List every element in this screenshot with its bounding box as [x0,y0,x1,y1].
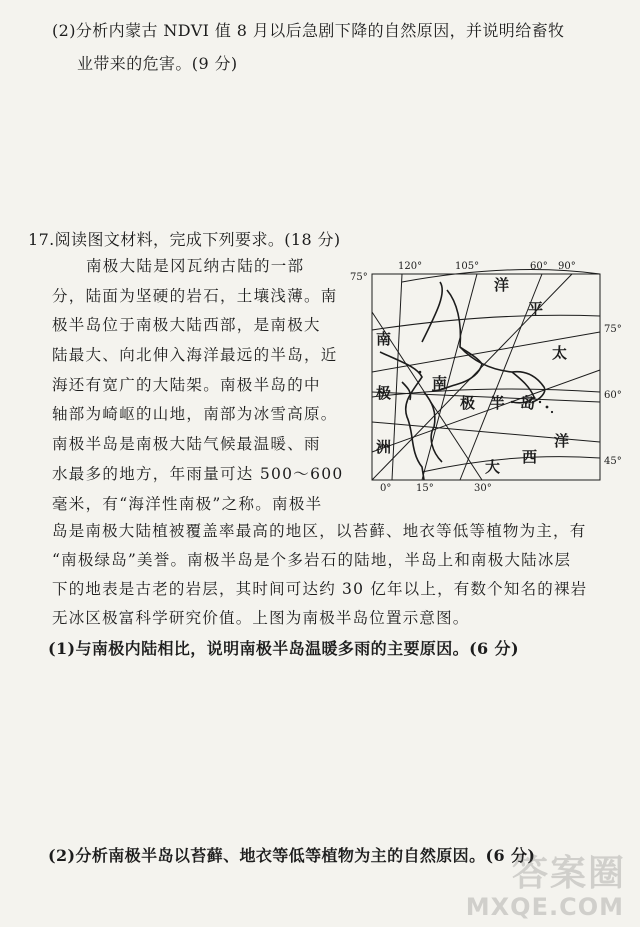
map-char: 洋 [554,432,570,450]
map-char: 大 [485,458,501,476]
antarctic-peninsula-map [350,252,622,494]
material-line: 水最多的地方，年雨量可达 500～600 [52,464,344,483]
material-line: 南极半岛是南极大陆气候最温暖、雨 [52,435,321,454]
material-line: 海还有宽广的大陆架。南极半岛的中 [52,375,321,394]
material-line: 分，陆面为坚硬的岩石，土壤浅薄。南 [52,286,338,305]
q17-material-wrapped [52,252,344,519]
map-char: 极 [460,394,476,412]
map-char: 洋 [494,276,510,294]
map-char: 西 [522,448,538,466]
lon-label: 30° [474,483,492,494]
watermark-url: MXQE.COM [465,893,624,921]
lat-75-arc [372,315,600,330]
q17-heading: 17.阅读图文材料，完成下列要求。(18 分) [28,230,341,249]
material-line: 轴部为崎岖的山地，南部为冰雪高原。 [52,405,338,424]
map-char: 岛 [520,394,536,412]
q16-part2-line1: (2)分析内蒙古 NDVI 值 8 月以后急剧下降的自然原因，并说明给畜牧 [52,21,565,40]
map-char: 洲 [376,438,392,456]
q17-sub2: (2)分析南极半岛以苔藓、地衣等低等植物为主的自然原因。(6 分) [48,846,536,865]
lat-label: 60° [604,390,622,401]
meridian [392,274,402,480]
map-char: 南 [432,374,448,392]
map-char: 半 [490,394,506,412]
lon-label: 60° [530,261,548,272]
lat-60-arc [372,389,600,397]
map-char: 太 [552,344,568,362]
lon-label: 90° [558,261,576,272]
material-line: “南极绿岛”美誉。南极半岛是个多岩石的陆地，半岛上和南极大陆冰层 [52,551,572,569]
map-char: 极 [376,384,392,402]
map-char: 平 [528,300,544,318]
lat-label: 75° [604,324,622,335]
map-char: 南 [376,330,392,348]
lat-label: 75° [350,272,368,283]
material-line: 南极大陆是冈瓦纳古陆的一部 [86,257,305,275]
material-line: 毫米，有“海洋性南极”之称。南极半 [52,494,323,513]
watermark-big-text: 答案圈 [511,853,626,894]
material-line: 无冰区极富科学研究价值。上图为南极半岛位置示意图。 [52,609,470,627]
meridian [422,274,477,480]
lat-45-arc [422,457,600,472]
material-line: 极半岛位于南极大陆西部，是南极大 [52,316,321,335]
lon-label: 15° [416,483,434,494]
material-line: 下的地表是古老的岩层，其时间可达约 30 亿年以上，有数个知名的裸岩 [52,580,588,598]
material-line: 陆最大、向北伸入海洋最远的半岛，近 [52,346,338,365]
lat-label: 45° [604,456,622,467]
q17-sub1: (1)与南极内陆相比，说明南极半岛温暖多雨的主要原因。(6 分) [48,639,519,658]
material-line: 岛是南极大陆植被覆盖率最高的地区，以苔藓、地衣等低等植物为主，有 [52,522,587,540]
q16-part2-line2: 业带来的危害。(9 分) [77,54,238,73]
lon-label: 120° [398,261,423,272]
lon-label: 105° [455,261,480,272]
lon-label: 0° [380,483,392,494]
meridian [372,392,600,402]
